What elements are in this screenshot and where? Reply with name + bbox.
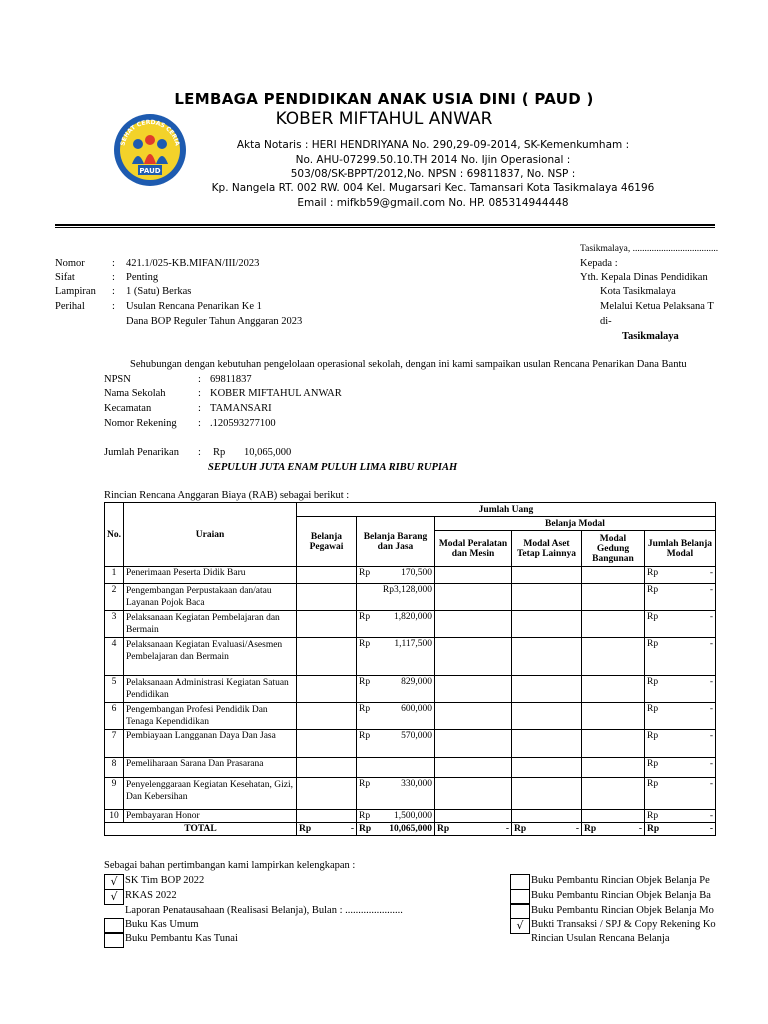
row-pegawai xyxy=(297,703,357,730)
row-barang xyxy=(357,611,435,638)
row-gedung xyxy=(582,676,645,703)
rp-label: Rp xyxy=(359,779,371,789)
amount: - xyxy=(709,612,713,622)
rp-label: Rp xyxy=(514,824,527,834)
table-row xyxy=(105,730,716,758)
amount: 1,500,000 xyxy=(394,811,432,821)
attachment-bp-modal: Buku Pembantu Rincian Objek Belanja Mo xyxy=(531,905,714,916)
rp-label: Rp xyxy=(299,824,312,834)
row-peralatan xyxy=(435,584,512,611)
table-row xyxy=(105,638,716,676)
rp-label: Rp xyxy=(359,612,371,622)
row-jumlah-modal xyxy=(645,676,716,703)
rp-label: Rp xyxy=(647,568,659,578)
row-pegawai xyxy=(297,638,357,676)
rp-label: Rp xyxy=(437,824,450,834)
col-no: No. xyxy=(105,503,124,567)
row-uraian: Pembiayaan Langganan Daya Dan Jasa xyxy=(124,730,297,758)
kepada-label: Kepada : xyxy=(580,258,618,269)
check-mark: √ xyxy=(516,919,524,932)
row-gedung xyxy=(582,638,645,676)
amount: - xyxy=(709,677,713,687)
rp-label: Rp xyxy=(647,612,659,622)
amount: Rp3,128,000 xyxy=(382,585,432,595)
row-barang xyxy=(357,676,435,703)
terbilang: SEPULUH JUTA ENAM PULUH LIMA RIBU RUPIAH xyxy=(208,462,458,473)
row-peralatan xyxy=(435,810,512,823)
col-jumlah-uang: Jumlah Uang xyxy=(297,503,716,517)
perihal-line-1: Usulan Rencana Penarikan Ke 1 xyxy=(126,301,262,312)
rp-label: Rp xyxy=(647,824,660,834)
total-aset xyxy=(512,823,582,836)
recipient-city: Tasikmalaya xyxy=(622,331,679,342)
nomor-value: 421.1/025-KB.MIFAN/III/2023 xyxy=(126,258,260,269)
row-uraian: Pengembangan Profesi Pendidik Dan Tenaga Kependidikan xyxy=(124,703,297,730)
table-row xyxy=(105,778,716,810)
row-uraian: Pengembangan Perpustakaan dan/atau Layanan Pojok Baca xyxy=(124,584,297,611)
total-pegawai xyxy=(297,823,357,836)
rincian-intro: Rincian Rencana Anggaran Biaya (RAB) sebagai berikut : xyxy=(104,490,350,501)
rab-table xyxy=(104,502,716,836)
row-gedung xyxy=(582,758,645,778)
rekening-value: .120593277100 xyxy=(210,418,276,429)
row-aset xyxy=(512,676,582,703)
row-peralatan xyxy=(435,758,512,778)
nama-sekolah-label: Nama Sekolah xyxy=(104,388,166,399)
row-jumlah-modal xyxy=(645,703,716,730)
attachment-rincian-usulan: Rincian Usulan Rencana Belanja xyxy=(531,933,670,944)
col-barang: Belanja Barang dan Jasa xyxy=(357,517,435,567)
header-divider-thin xyxy=(55,227,715,228)
checkbox-bp-modal[interactable] xyxy=(510,903,530,919)
amount: 829,000 xyxy=(401,677,432,687)
rp-label: Rp xyxy=(359,639,371,649)
jumlah-penarikan-label: Jumlah Penarikan xyxy=(104,447,179,458)
header-divider xyxy=(55,224,715,226)
svg-text:PAUD: PAUD xyxy=(139,167,161,175)
rp-label: Rp xyxy=(647,585,659,595)
row-no: 6 xyxy=(105,703,124,730)
col-jumlah-modal: Jumlah Belanja Modal xyxy=(645,531,716,567)
rp-label: Rp xyxy=(584,824,597,834)
rp-label: Rp xyxy=(647,779,659,789)
row-aset xyxy=(512,730,582,758)
rp-label: Rp xyxy=(647,639,659,649)
row-pegawai xyxy=(297,611,357,638)
colon: : xyxy=(112,272,115,283)
row-peralatan xyxy=(435,567,512,584)
colon: : xyxy=(112,258,115,269)
rp-label: Rp xyxy=(359,568,371,578)
row-barang xyxy=(357,758,435,778)
row-gedung xyxy=(582,778,645,810)
rp-label: Rp xyxy=(359,811,371,821)
row-pegawai xyxy=(297,758,357,778)
amount: - xyxy=(709,824,713,834)
jumlah-currency: Rp xyxy=(213,447,226,458)
checkbox-sk-tim[interactable] xyxy=(104,874,124,890)
row-no: 9 xyxy=(105,778,124,810)
amount: 10,065,000 xyxy=(389,824,432,834)
header-contact: Email : mifkb59@gmail.com No. HP. 085314944448 xyxy=(297,197,569,209)
row-uraian: Pelaksanaan Kegiatan Evaluasi/Asesmen Pembelajaran dan Bermain xyxy=(124,638,297,676)
rp-label: Rp xyxy=(647,811,659,821)
row-no: 3 xyxy=(105,611,124,638)
recipient-di: di- xyxy=(600,316,612,327)
amount: 330,000 xyxy=(401,779,432,789)
row-no: 10 xyxy=(105,810,124,823)
col-belanja-modal: Belanja Modal xyxy=(435,517,716,531)
row-peralatan xyxy=(435,676,512,703)
colon: : xyxy=(112,286,115,297)
amount: - xyxy=(638,824,642,834)
amount: - xyxy=(505,824,509,834)
attachment-kas-tunai: Buku Pembantu Kas Tunai xyxy=(125,933,238,944)
row-aset xyxy=(512,810,582,823)
rekening-label: Nomor Rekening xyxy=(104,418,177,429)
row-no: 5 xyxy=(105,676,124,703)
amount: - xyxy=(709,731,713,741)
col-uraian: Uraian xyxy=(124,503,297,567)
total-jumlah-modal xyxy=(645,823,716,836)
table-row xyxy=(105,584,716,611)
row-aset xyxy=(512,567,582,584)
amount: 170,500 xyxy=(401,568,432,578)
row-aset xyxy=(512,638,582,676)
attachments-intro: Sebagai bahan pertimbangan kami lampirkan kelengkapan : xyxy=(104,860,356,871)
row-gedung xyxy=(582,567,645,584)
nomor-label: Nomor xyxy=(55,258,85,269)
header-line-1: Akta Notaris : HERI HENDRIYANA No. 290,29-09-2014, SK-Kemenkumham : xyxy=(236,139,630,151)
svg-text:SEHAT CERDAS CERIA: SEHAT CERDAS CERIA xyxy=(119,118,181,147)
header-line-2: No. AHU-07299.50.10.TH 2014 No. Ijin Operasional : xyxy=(295,154,571,166)
row-gedung xyxy=(582,810,645,823)
col-aset: Modal Aset Tetap Lainnya xyxy=(512,531,582,567)
attachment-sk-tim: SK Tim BOP 2022 xyxy=(125,875,205,886)
row-pegawai xyxy=(297,730,357,758)
table-row xyxy=(105,703,716,730)
row-barang xyxy=(357,730,435,758)
table-row xyxy=(105,810,716,823)
attachment-laporan: Laporan Penatausahaan (Realisasi Belanja), Bulan : ...................... xyxy=(125,905,403,916)
amount: - xyxy=(709,704,713,714)
rp-label: Rp xyxy=(647,704,659,714)
rp-label: Rp xyxy=(359,704,371,714)
rp-label: Rp xyxy=(359,731,371,741)
row-no: 8 xyxy=(105,758,124,778)
row-barang xyxy=(357,810,435,823)
row-jumlah-modal xyxy=(645,567,716,584)
check-mark: √ xyxy=(110,890,118,903)
checkbox-bukti-transaksi[interactable] xyxy=(510,918,530,934)
row-jumlah-modal xyxy=(645,611,716,638)
perihal-line-2: Dana BOP Reguler Tahun Anggaran 2023 xyxy=(126,316,303,327)
recipient-line-1: Yth. Kepala Dinas Pendidikan xyxy=(580,272,708,283)
amount: - xyxy=(709,779,713,789)
row-uraian: Pemeliharaan Sarana Dan Prasarana xyxy=(124,758,297,778)
row-peralatan xyxy=(435,778,512,810)
institution-title: LEMBAGA PENDIDIKAN ANAK USIA DINI ( PAUD ) xyxy=(174,90,594,108)
recipient-line-3: Melalui Ketua Pelaksana T xyxy=(600,301,714,312)
colon: : xyxy=(198,447,201,458)
perihal-label: Perihal xyxy=(55,301,85,312)
amount: - xyxy=(575,824,579,834)
total-gedung xyxy=(582,823,645,836)
amount: - xyxy=(709,585,713,595)
row-jumlah-modal xyxy=(645,758,716,778)
table-row xyxy=(105,676,716,703)
row-uraian: Penyelenggaraan Kegiatan Kesehatan, Gizi, Dan Kebersihan xyxy=(124,778,297,810)
row-barang xyxy=(357,703,435,730)
row-pegawai xyxy=(297,584,357,611)
rp-label: Rp xyxy=(647,677,659,687)
sifat-value: Penting xyxy=(126,272,159,283)
sifat-label: Sifat xyxy=(55,272,75,283)
row-gedung xyxy=(582,703,645,730)
table-row xyxy=(105,758,716,778)
lampiran-label: Lampiran xyxy=(55,286,96,297)
nama-sekolah-value: KOBER MIFTAHUL ANWAR xyxy=(210,388,342,399)
rp-label: Rp xyxy=(359,824,372,834)
row-pegawai xyxy=(297,778,357,810)
row-peralatan xyxy=(435,703,512,730)
npsn-value: 69811837 xyxy=(210,374,252,385)
jumlah-value: 10,065,000 xyxy=(244,447,292,458)
attachment-bukti-transaksi: Bukti Transaksi / SPJ & Copy Rekening Ko xyxy=(531,919,716,930)
colon: : xyxy=(198,403,201,414)
recipient-line-2: Kota Tasikmalaya xyxy=(600,286,676,297)
row-peralatan xyxy=(435,730,512,758)
row-aset xyxy=(512,778,582,810)
row-aset xyxy=(512,584,582,611)
total-label: TOTAL xyxy=(105,823,297,836)
col-gedung: Modal Gedung Bangunan xyxy=(582,531,645,567)
place-date: Tasikmalaya, .................................... xyxy=(580,244,719,254)
colon: : xyxy=(198,374,201,385)
row-uraian: Pembayaran Honor xyxy=(124,810,297,823)
checkbox-kas-tunai[interactable] xyxy=(104,932,124,948)
row-no: 2 xyxy=(105,584,124,611)
row-jumlah-modal xyxy=(645,584,716,611)
row-aset xyxy=(512,758,582,778)
row-jumlah-modal xyxy=(645,638,716,676)
row-uraian: Pelaksanaan Administrasi Kegiatan Satuan Pendidikan xyxy=(124,676,297,703)
row-jumlah-modal xyxy=(645,810,716,823)
attachment-bku: Buku Kas Umum xyxy=(125,919,199,930)
table-row xyxy=(105,567,716,584)
row-barang xyxy=(357,584,435,611)
attachment-rkas: RKAS 2022 xyxy=(125,890,177,901)
attachment-bp-barang: Buku Pembantu Rincian Objek Belanja Ba xyxy=(531,890,711,901)
amount: - xyxy=(709,639,713,649)
col-peralatan: Modal Peralatan dan Mesin xyxy=(435,531,512,567)
amount: - xyxy=(350,824,354,834)
colon: : xyxy=(198,388,201,399)
row-pegawai xyxy=(297,567,357,584)
table-row xyxy=(105,611,716,638)
amount: 1,117,500 xyxy=(394,639,432,649)
row-aset xyxy=(512,611,582,638)
row-peralatan xyxy=(435,638,512,676)
institution-name: KOBER MIFTAHUL ANWAR xyxy=(275,109,493,129)
row-aset xyxy=(512,703,582,730)
row-no: 1 xyxy=(105,567,124,584)
amount: 570,000 xyxy=(401,731,432,741)
kecamatan-value: TAMANSARI xyxy=(210,403,272,414)
total-peralatan xyxy=(435,823,512,836)
row-uraian: Penerimaan Peserta Didik Baru xyxy=(124,567,297,584)
amount: - xyxy=(709,811,713,821)
col-pegawai: Belanja Pegawai xyxy=(297,517,357,567)
row-no: 7 xyxy=(105,730,124,758)
total-row xyxy=(105,823,716,836)
lampiran-value: 1 (Satu) Berkas xyxy=(126,286,192,297)
kecamatan-label: Kecamatan xyxy=(104,403,152,414)
row-uraian: Pelaksanaan Kegiatan Pembelajaran dan Bermain xyxy=(124,611,297,638)
rp-label: Rp xyxy=(647,731,659,741)
row-gedung xyxy=(582,584,645,611)
colon: : xyxy=(198,418,201,429)
checkbox-rkas[interactable] xyxy=(104,889,124,905)
row-pegawai xyxy=(297,810,357,823)
row-no: 4 xyxy=(105,638,124,676)
row-jumlah-modal xyxy=(645,730,716,758)
rp-label: Rp xyxy=(647,759,659,769)
amount: - xyxy=(709,759,713,769)
checkbox-bp-pegawai[interactable] xyxy=(510,874,530,890)
npsn-label: NPSN xyxy=(104,374,131,385)
check-mark: √ xyxy=(110,875,118,888)
attachment-bp-pegawai: Buku Pembantu Rincian Objek Belanja Pe xyxy=(531,875,710,886)
row-barang xyxy=(357,638,435,676)
header-line-3: 503/08/SK-BPPT/2012,No. NPSN : 69811837, No. NSP : xyxy=(290,168,576,180)
row-gedung xyxy=(582,611,645,638)
row-barang xyxy=(357,778,435,810)
total-barang xyxy=(357,823,435,836)
intro-paragraph: Sehubungan dengan kebutuhan pengelolaan operasional sekolah, dengan ini kami sampaikan usulan Rencana Penarikan Dana Bantu xyxy=(130,359,687,370)
header-address: Kp. Nangela RT. 002 RW. 004 Kel. Mugarsari Kec. Tamansari Kota Tasikmalaya 46196 xyxy=(211,182,655,194)
colon: : xyxy=(112,301,115,312)
amount: 1,820,000 xyxy=(394,612,432,622)
row-barang xyxy=(357,567,435,584)
rp-label: Rp xyxy=(359,677,371,687)
row-gedung xyxy=(582,730,645,758)
row-peralatan xyxy=(435,611,512,638)
row-jumlah-modal xyxy=(645,778,716,810)
amount: - xyxy=(709,568,713,578)
row-pegawai xyxy=(297,676,357,703)
amount: 600,000 xyxy=(401,704,432,714)
